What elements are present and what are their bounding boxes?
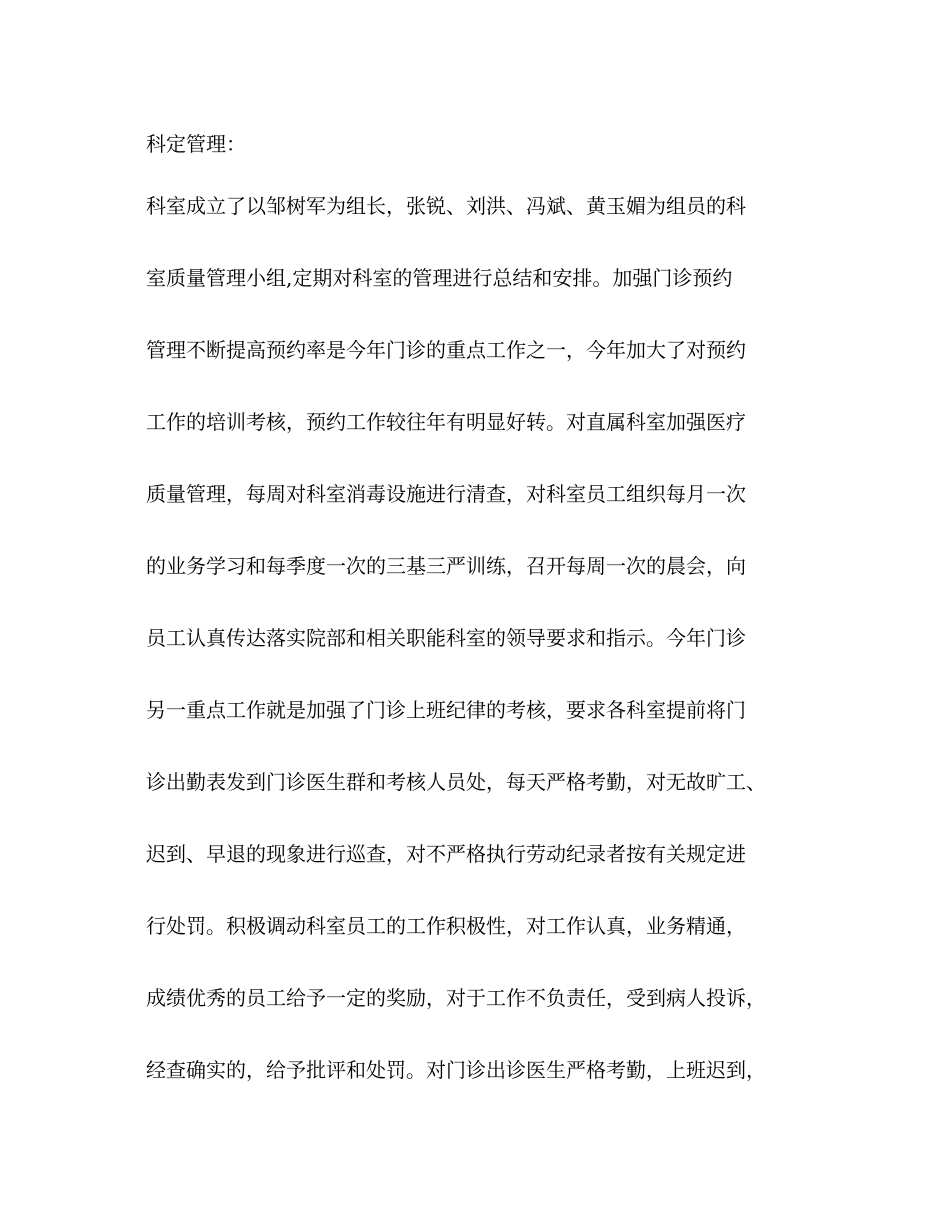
body-line-13: 经查确实的，给予批评和处罚。对门诊出诊医生严格考勤，上班迟到， [146, 1058, 766, 1082]
body-line-11: 行处罚。积极调动科室员工的工作积极性，对工作认真，业务精通， [146, 914, 746, 938]
body-line-8: 另一重点工作就是加强了门诊上班纪律的考核，要求各科室提前将门 [146, 698, 746, 722]
body-line-1: 科室成立了以邹树军为组长，张锐、刘洪、冯斌、黄玉媚为组员的科 [146, 194, 746, 218]
section-heading: 科定管理： [146, 132, 246, 156]
body-line-5: 质量管理，每周对科室消毒设施进行清查，对科室员工组织每月一次 [146, 482, 746, 506]
body-line-7: 员工认真传达落实院部和相关职能科室的领导要求和指示。今年门诊 [146, 626, 746, 650]
body-line-2: 室质量管理小组,定期对科室的管理进行总结和安排。加强门诊预约 [146, 266, 733, 290]
body-line-9: 诊出勤表发到门诊医生群和考核人员处，每天严格考勤，对无故旷工、 [146, 770, 766, 794]
body-line-12: 成绩优秀的员工给予一定的奖励，对于工作不负责任，受到病人投诉， [146, 986, 766, 1010]
body-line-3: 管理不断提高预约率是今年门诊的重点工作之一，今年加大了对预约 [146, 338, 746, 362]
body-line-10: 迟到、早退的现象进行巡查，对不严格执行劳动纪录者按有关规定进 [146, 842, 746, 866]
body-line-6: 的业务学习和每季度一次的三基三严训练，召开每周一次的晨会，向 [146, 554, 746, 578]
body-line-4: 工作的培训考核，预约工作较往年有明显好转。对直属科室加强医疗 [146, 410, 746, 434]
